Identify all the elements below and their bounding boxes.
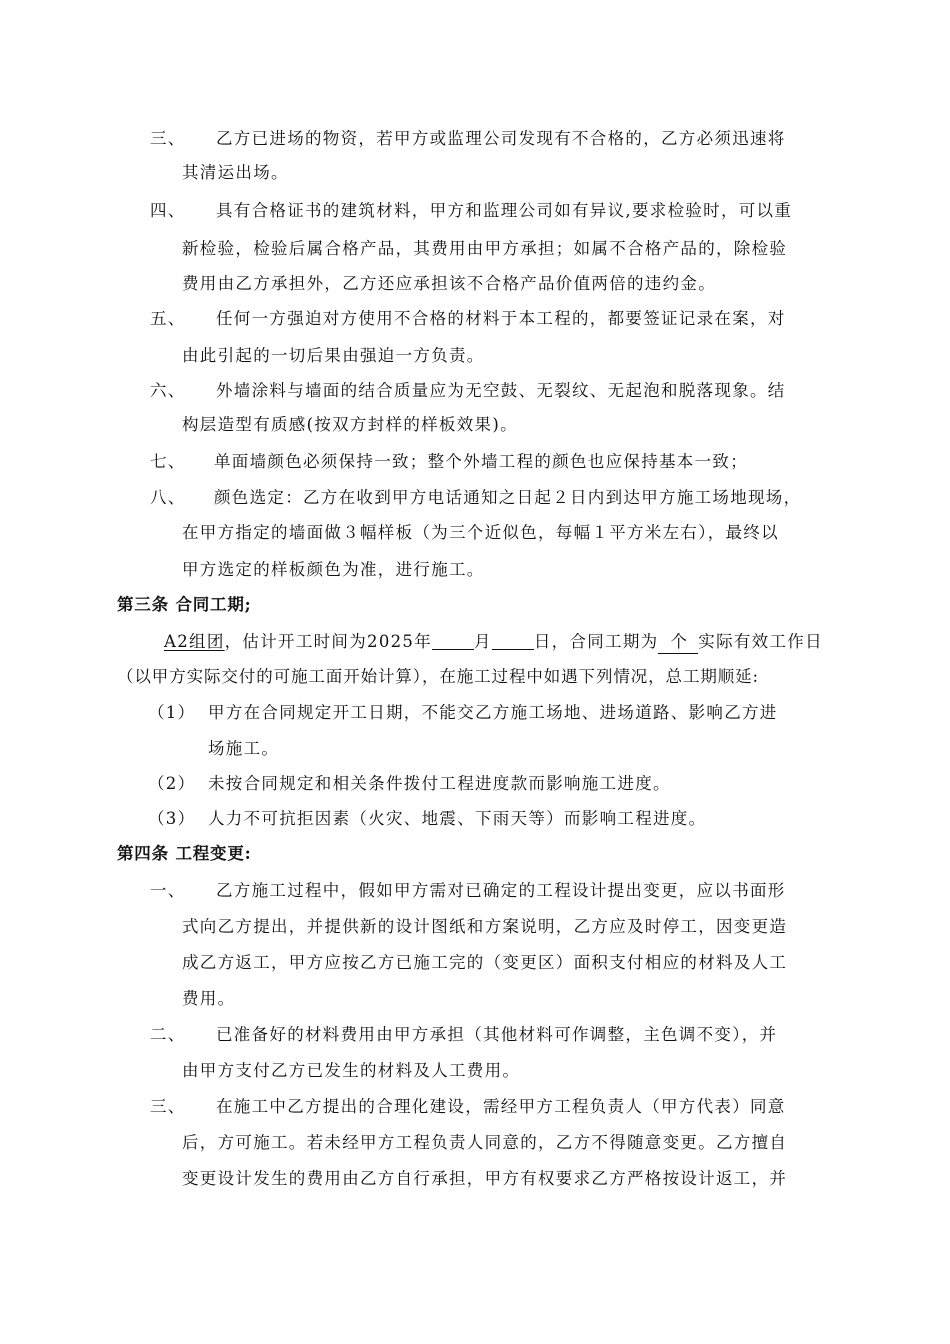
group-name: A2组团: [164, 632, 225, 651]
item-text-line: 构层造型有质感(按双方封样的样板效果)。: [182, 415, 518, 434]
item-number: 三、: [150, 129, 186, 148]
item-text-line: 变更设计发生的费用由乙方自行承担，甲方有权要求乙方严格按设计返工，并: [182, 1169, 788, 1188]
item-text-line: 由此引起的一切后果由强迫一方负责。: [182, 346, 485, 365]
blank-month-field: [432, 631, 474, 650]
article-heading: 第四条 工程变更:: [117, 844, 252, 863]
item-text-line: 其清运出场。: [182, 163, 289, 182]
item-number: 八、: [150, 488, 186, 507]
item-text-line: 甲方选定的样板颜色为准，进行施工。: [182, 560, 485, 579]
item-number: 七、: [150, 452, 186, 471]
item-number: 三、: [150, 1097, 186, 1116]
item-text-line: 单面墙颜色必须保持一致；整个外墙工程的颜色也应保持基本一致；: [214, 452, 748, 471]
item-text-line: 任何一方强迫对方使用不合格的材料于本工程的，都要签证记录在案，对: [216, 309, 786, 328]
item-number: （3）: [148, 809, 196, 828]
item-number: 四、: [150, 201, 186, 220]
item-text-line: 费用。: [182, 989, 236, 1008]
article3-intro-line: A2组团，估计开工时间为2025年 月 日，合同工期为 个 实际有效工作日: [164, 631, 823, 654]
item-number: 五、: [150, 309, 186, 328]
item-text-line: 乙方已进场的物资，若甲方或监理公司发现有不合格的，乙方必须迅速将: [216, 129, 786, 148]
item-number: 一、: [150, 881, 186, 900]
blank-day-field: [492, 631, 534, 650]
item-number: （2）: [148, 774, 196, 793]
item-text-line: 费用由乙方承担外，乙方还应承担该不合格产品价值两倍的违约金。: [182, 274, 716, 293]
article-heading: 第三条 合同工期;: [117, 595, 252, 614]
item-text-line: 式向乙方提出，并提供新的设计图纸和方案说明，乙方应及时停工，因变更造: [182, 917, 788, 936]
item-text-line: 乙方施工过程中，假如甲方需对已确定的工程设计提出变更，应以书面形: [216, 881, 786, 900]
item-text-line: 外墙涂料与墙面的结合质量应为无空鼓、无裂纹、无起泡和脱落现象。结: [216, 381, 786, 400]
item-text-line: 成乙方返工，甲方应按乙方已施工完的（变更区）面积支付相应的材料及人工: [182, 953, 788, 972]
item-number: （1）: [148, 703, 196, 722]
item-text-line: 场施工。: [208, 739, 280, 758]
item-number: 六、: [150, 381, 186, 400]
item-text-line: 在施工中乙方提出的合理化建设，需经甲方工程负责人（甲方代表）同意: [216, 1097, 786, 1116]
article3-intro-line: （以甲方实际交付的可施工面开始计算），在施工过程中如遇下列情况，总工期顺延:: [117, 667, 760, 686]
item-text-line: 具有合格证书的建筑材料，甲方和监理公司如有异议,要求检验时，可以重: [216, 201, 793, 220]
item-text-line: 已准备好的材料费用由甲方承担（其他材料可作调整，主色调不变），并: [216, 1025, 778, 1044]
item-text-line: 颜色选定：乙方在收到甲方电话通知之日起２日内到达甲方施工场地现场，: [214, 488, 802, 507]
item-text-line: 未按合同规定和相关条件拨付工程进度款而影响施工进度。: [208, 774, 671, 793]
item-text-line: 新检验，检验后属合格产品，其费用由甲方承担；如属不合格产品的，除检验: [182, 239, 788, 258]
item-text-line: 由甲方支付乙方已发生的材料及人工费用。: [182, 1061, 521, 1080]
blank-duration-field: 个: [658, 631, 698, 654]
item-text-line: 人力不可抗拒因素（火灾、地震、下雨天等）而影响工程进度。: [208, 809, 707, 828]
item-text-line: 后，方可施工。若未经甲方工程负责人同意的，乙方不得随意变更。乙方擅自: [182, 1133, 788, 1152]
item-text-line: 在甲方指定的墙面做３幅样板（为三个近似色，每幅１平方米左右），最终以: [182, 523, 779, 542]
item-number: 二、: [150, 1025, 186, 1044]
item-text-line: 甲方在合同规定开工日期，不能交乙方施工场地、进场道路、影响乙方进: [208, 703, 778, 722]
